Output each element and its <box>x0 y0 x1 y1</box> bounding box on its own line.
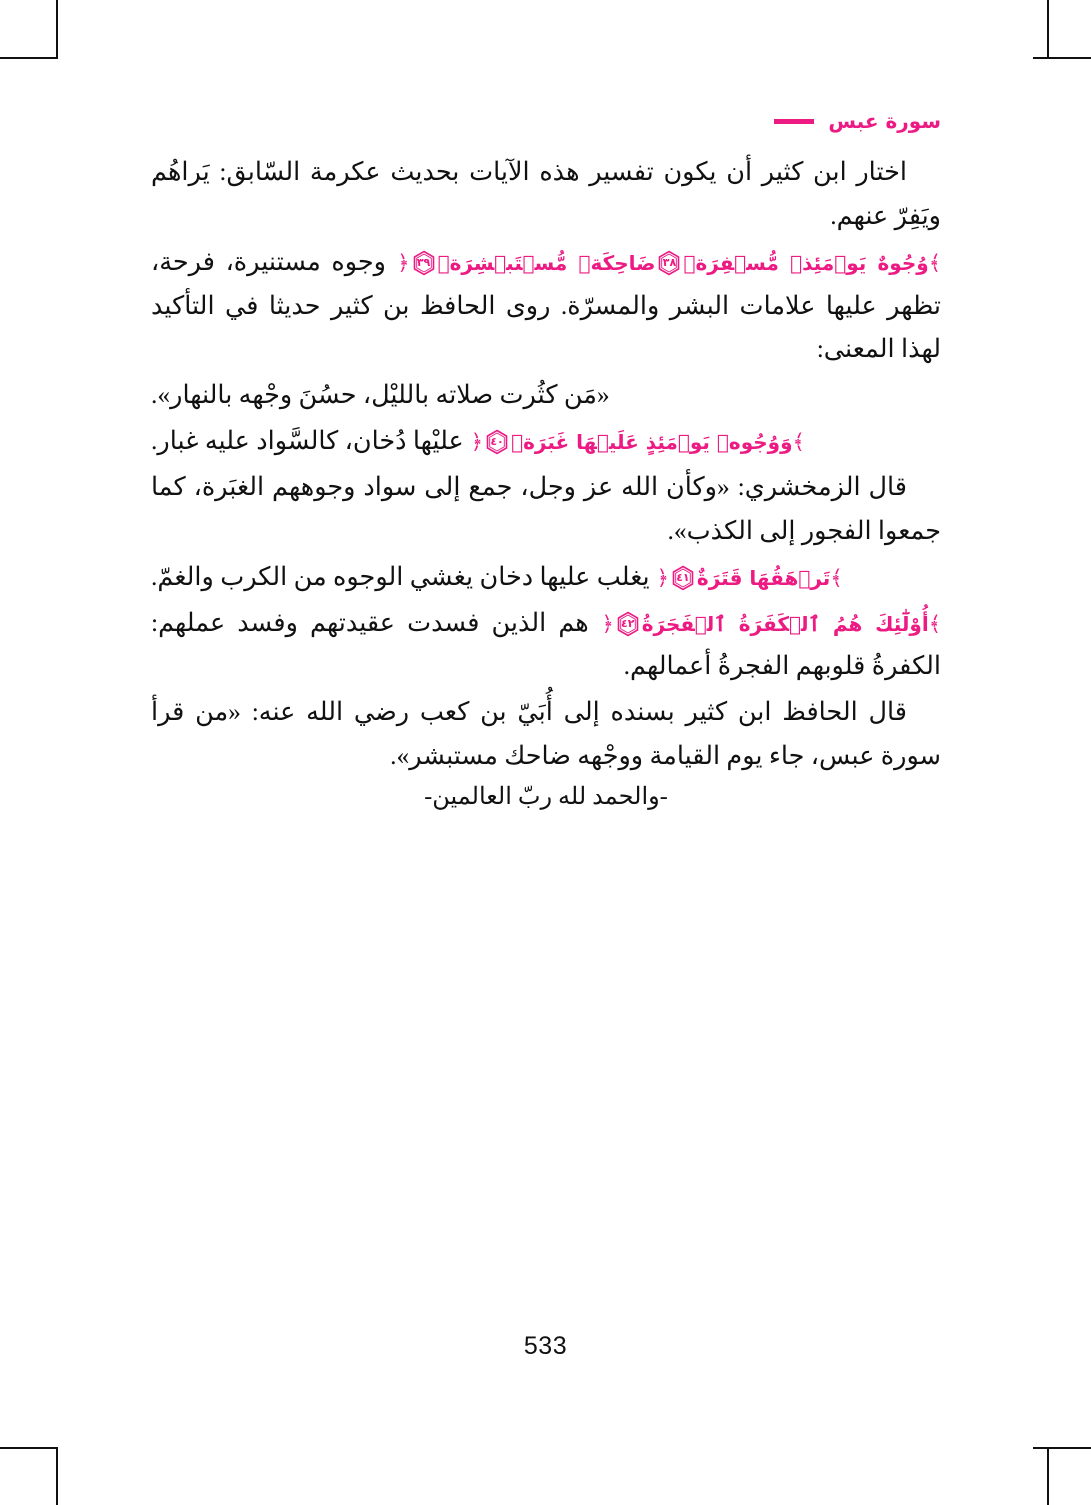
paragraph-text: هم الذين فسدت عقيدتهم وفسد عملهم: الكفرةُ قلوبهم الفجرةُ أعمالهم. <box>151 607 941 681</box>
paragraph-text: «مَن كثُرت صلاته بالليْل، حسُنَ وجْهه بالنهار». <box>151 380 610 410</box>
ayah-bracket-close: ﴿ <box>601 611 614 636</box>
paragraph-text: عليْها دُخان، كالسَّواد عليه غبار. <box>151 426 464 456</box>
ayah-number-40: ٤٠ <box>490 435 504 449</box>
ayah-number-39: ٣٩ <box>416 255 431 269</box>
crop-mark-bottom-right-vertical <box>1047 1447 1049 1505</box>
ayah-bracket-open: ﴾ <box>830 565 843 590</box>
crop-mark-bottom-right-horizontal <box>1033 1447 1091 1449</box>
paragraph-ayah-40 <box>151 419 941 463</box>
ayah-text-39: ضَاحِكَةٞ مُّسۡتَبۡشِرَةٞ <box>437 250 656 275</box>
paragraph-ibn-kathir-ubayy-hadith <box>151 690 941 778</box>
page-number-value: 533 <box>523 1332 568 1360</box>
ayah-bracket-close: ﴿ <box>397 250 410 275</box>
paragraph-text: يغلب عليها دخان يغشي الوجوه من الكرب والغمّ. <box>151 561 650 591</box>
ayah-bracket-open: ﴾ <box>792 430 805 455</box>
ayah-text-42: أُوْلَٰٓئِكَ هُمُ ٱلۡكَفَرَةُ ٱلۡفَجَرَةُ <box>641 611 929 636</box>
ayah-number-marker-40 <box>484 429 510 455</box>
surah-title: سورة عبس <box>828 109 941 133</box>
crop-mark-bottom-left-vertical <box>56 1447 58 1505</box>
paragraph-text: قال الزمخشري: «وكأن الله عز وجل، جمع إلى سواد وجوههم الغبَرة، كما جمعوا الفجور إلى الكذب». <box>151 472 941 545</box>
crop-mark-bottom-left-horizontal <box>0 1447 58 1449</box>
crop-mark-top-left-vertical <box>56 0 58 58</box>
ayah-number-41: ٤١ <box>676 570 690 584</box>
closing-doxology <box>151 778 941 816</box>
paragraph-ayah-38-39 <box>151 240 941 372</box>
ayah-bracket-close: ﴿ <box>656 565 669 590</box>
ayah-number-38: ٣٨ <box>662 255 677 269</box>
page-text-body <box>151 150 941 780</box>
paragraph-hadith-night-prayer <box>151 373 941 417</box>
ayah-number-marker-42 <box>615 611 641 637</box>
closing-text: -والحمد لله ربّ العالمين- <box>424 784 668 810</box>
ayah-text-40: وَوُجُوهٞ يَوۡمَئِذٍ عَلَيۡهَا غَبَرَةٞ <box>511 430 793 455</box>
crop-mark-top-right-horizontal <box>1033 57 1091 59</box>
ayah-text-41: تَرۡهَقُهَا قَتَرَةٌ <box>696 565 831 590</box>
crop-mark-top-right-vertical <box>1047 0 1049 58</box>
running-header <box>150 104 941 138</box>
quran-verse-40 <box>464 430 805 454</box>
quran-verse-42 <box>589 612 941 636</box>
paragraph-commentary-intro <box>151 150 941 238</box>
paragraph-ayah-42 <box>151 601 941 689</box>
paragraph-text: قال الحافظ ابن كثير بسنده إلى أُبَيّ بن كعب رضي الله عنه: «من قرأ سورة عبس، جاء يوم القيامة ووجْهه ضاحك مستبشر». <box>151 697 941 771</box>
ayah-number-marker-39 <box>411 250 437 276</box>
quran-verse-41 <box>650 566 843 590</box>
page-number <box>0 1332 1091 1361</box>
paragraph-zamakhshari-quote <box>151 465 941 553</box>
ayah-number-marker-38 <box>656 250 682 276</box>
quran-verse-38-39 <box>386 251 941 275</box>
paragraph-ayah-41 <box>151 555 941 599</box>
ayah-bracket-close: ﴿ <box>470 430 484 455</box>
ayah-bracket-open: ﴾ <box>928 250 941 275</box>
ayah-number-marker-41 <box>670 565 696 591</box>
ayah-bracket-open: ﴾ <box>928 611 941 636</box>
paragraph-text: اختار ابن كثير أن يكون تفسير هذه الآيات بحديث عكرمة السّابق: يَراهُم ويَفِرّ عنهم. <box>151 157 941 230</box>
paragraph-text: وجوه مستنيرة، فرحة، تظهر عليها علامات البشر والمسرّة. روى الحافظ بن كثير حديثا في التأكيد لهذا المعنى: <box>151 246 941 364</box>
ayah-text-38: وُجُوهٌ يَوۡمَئِذٖ مُّسۡفِرَةٞ <box>683 250 929 275</box>
header-rule-decoration <box>774 119 814 124</box>
ayah-number-42: ٤٢ <box>621 616 635 630</box>
crop-mark-top-left-horizontal <box>0 57 58 59</box>
